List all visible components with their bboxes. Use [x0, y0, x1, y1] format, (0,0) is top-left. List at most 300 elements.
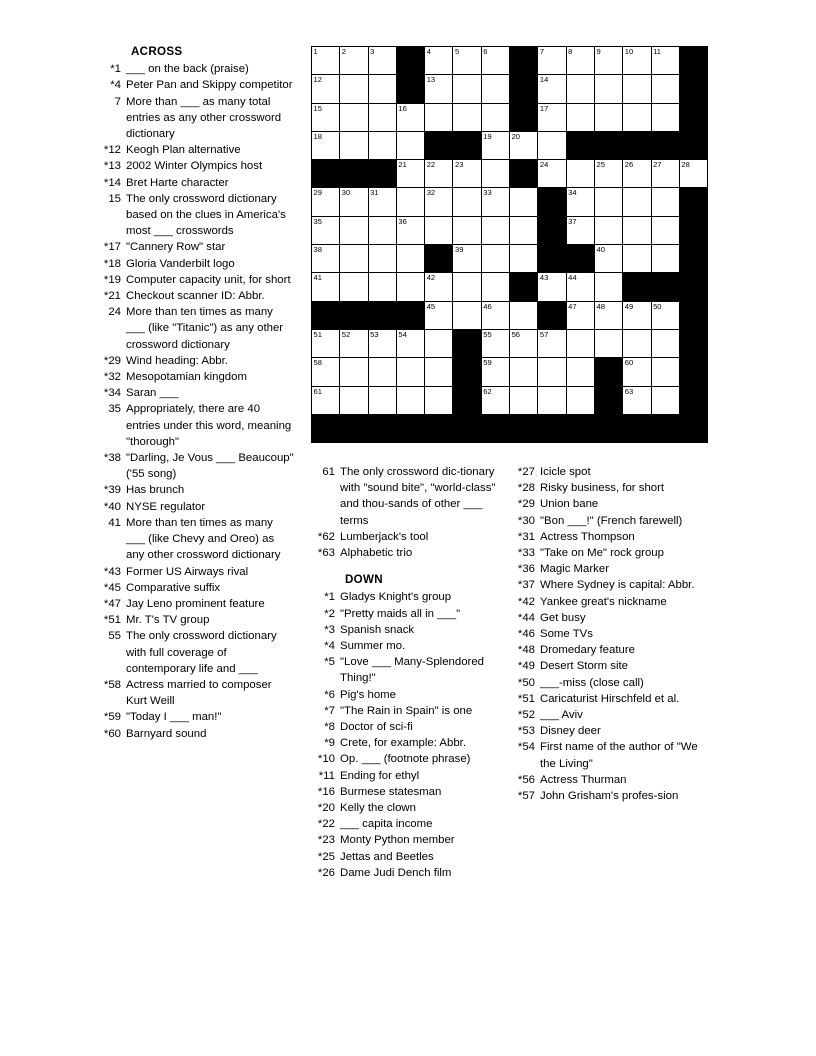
clue-text: More than ten times as many ___ (like "Titanic") as any other crossword dictionary — [126, 306, 284, 351]
grid-cell[interactable] — [594, 160, 622, 188]
clue-number: 61 — [322, 466, 335, 478]
clue-item — [96, 596, 294, 612]
clue-text: Computer capacity unit, for short — [126, 273, 291, 286]
grid-cell[interactable] — [312, 131, 340, 159]
grid-cell[interactable] — [425, 301, 453, 329]
grid-cell[interactable] — [538, 47, 566, 75]
grid-cell-number: 51 — [313, 329, 322, 339]
clue-item — [510, 529, 715, 545]
grid-cell[interactable] — [538, 103, 566, 131]
clue-item — [96, 450, 294, 482]
grid-cell[interactable] — [481, 75, 509, 103]
clue-text: Actress Thompson — [540, 530, 635, 543]
grid-cell[interactable] — [538, 358, 566, 386]
grid-cell[interactable] — [651, 75, 679, 103]
clue-text: "Darling, Je Vous ___ Beaucoup" ('55 song) — [126, 452, 294, 481]
grid-cell[interactable] — [453, 301, 481, 329]
clue-number: *38 — [103, 452, 121, 465]
grid-cell[interactable] — [510, 216, 538, 244]
clue-text: Checkout scanner ID: Abbr. — [126, 290, 265, 303]
grid-cell[interactable] — [623, 75, 651, 103]
clue-text: Mesopotamian kingdom — [126, 371, 247, 384]
across-clues-column-1 — [96, 44, 294, 742]
grid-block-cell — [594, 131, 622, 159]
grid-cell[interactable] — [340, 188, 368, 216]
clue-text: More than ___ as many total entries as any other crossword dictionary — [126, 95, 282, 141]
grid-cell[interactable] — [510, 131, 538, 159]
grid-cell[interactable] — [425, 47, 453, 75]
grid-cell[interactable] — [453, 47, 481, 75]
grid-cell[interactable] — [651, 160, 679, 188]
clue-item — [310, 816, 508, 832]
grid-cell[interactable] — [425, 216, 453, 244]
grid-cell[interactable] — [396, 386, 424, 414]
grid-block-cell — [425, 414, 453, 442]
clue-text: "The Rain in Spain" is one — [340, 704, 473, 717]
grid-cell-number: 38 — [313, 245, 322, 255]
grid-cell[interactable] — [312, 386, 340, 414]
grid-cell[interactable] — [538, 75, 566, 103]
clue-number: *56 — [517, 773, 535, 786]
grid-cell[interactable] — [510, 245, 538, 273]
grid-cell[interactable] — [312, 216, 340, 244]
column-spacer — [310, 561, 508, 572]
across-clue-list-1 — [96, 61, 294, 742]
grid-cell[interactable] — [396, 103, 424, 131]
clue-text: Kelly the clown — [340, 802, 416, 815]
clue-number: *3 — [324, 623, 335, 636]
grid-cell[interactable] — [594, 75, 622, 103]
across-heading: ACROSS — [131, 45, 183, 58]
grid-cell[interactable] — [566, 160, 594, 188]
clue-item — [510, 707, 715, 723]
clue-item — [96, 580, 294, 596]
grid-cell[interactable] — [425, 329, 453, 357]
grid-cell[interactable] — [566, 386, 594, 414]
grid-cell-number: 52 — [341, 329, 351, 339]
clue-text: First name of the author of "We the Living" — [540, 741, 698, 770]
grid-cell[interactable] — [340, 131, 368, 159]
grid-cell[interactable] — [566, 329, 594, 357]
grid-cell[interactable] — [623, 188, 651, 216]
grid-row — [312, 160, 708, 188]
grid-cell[interactable] — [340, 216, 368, 244]
grid-cell[interactable] — [340, 75, 368, 103]
grid-cell-number: 18 — [313, 131, 322, 141]
clue-text: "Love ___ Many-Splendored Thing!" — [340, 656, 484, 685]
grid-cell[interactable] — [368, 188, 396, 216]
grid-cell[interactable] — [453, 103, 481, 131]
clue-number: *22 — [317, 818, 335, 831]
grid-row — [312, 329, 708, 357]
grid-cell[interactable] — [425, 160, 453, 188]
grid-block-cell — [679, 103, 707, 131]
clue-item — [96, 158, 294, 174]
grid-cell[interactable] — [594, 103, 622, 131]
clue-text: Crete, for example: Abbr. — [340, 737, 466, 750]
grid-cell[interactable] — [594, 301, 622, 329]
grid-cell[interactable] — [368, 47, 396, 75]
grid-row — [312, 103, 708, 131]
grid-cell[interactable] — [396, 131, 424, 159]
clue-item — [310, 687, 508, 703]
grid-cell[interactable] — [396, 329, 424, 357]
clue-item — [510, 691, 715, 707]
grid-cell-number: 15 — [313, 103, 322, 113]
clue-number: *57 — [517, 790, 535, 803]
grid-cell[interactable] — [425, 386, 453, 414]
grid-cell[interactable] — [651, 216, 679, 244]
grid-cell[interactable] — [481, 386, 509, 414]
clue-number: *1 — [324, 591, 335, 604]
clue-number: *60 — [103, 727, 121, 740]
grid-cell[interactable] — [368, 75, 396, 103]
grid-cell[interactable] — [340, 245, 368, 273]
grid-cell[interactable] — [453, 273, 481, 301]
grid-cell[interactable] — [425, 358, 453, 386]
grid-cell[interactable] — [368, 245, 396, 273]
grid-row — [312, 358, 708, 386]
clue-number: *2 — [324, 607, 335, 620]
grid-cell[interactable] — [481, 188, 509, 216]
clue-number: 55 — [108, 630, 121, 643]
grid-cell[interactable] — [623, 245, 651, 273]
clue-number: *23 — [317, 834, 335, 847]
grid-block-cell — [566, 131, 594, 159]
grid-cell[interactable] — [396, 160, 424, 188]
grid-cell[interactable] — [651, 358, 679, 386]
clue-item — [310, 589, 508, 605]
grid-cell[interactable] — [481, 329, 509, 357]
grid-cell[interactable] — [481, 216, 509, 244]
grid-cell[interactable] — [453, 160, 481, 188]
grid-cell[interactable] — [566, 103, 594, 131]
grid-cell[interactable] — [481, 358, 509, 386]
grid-cell[interactable] — [425, 103, 453, 131]
grid-cell[interactable] — [481, 131, 509, 159]
clue-item — [96, 288, 294, 304]
grid-cell[interactable] — [538, 386, 566, 414]
clue-number: *20 — [317, 802, 335, 815]
grid-cell[interactable] — [368, 386, 396, 414]
clue-item — [510, 658, 715, 674]
grid-cell[interactable] — [312, 47, 340, 75]
grid-cell[interactable] — [312, 75, 340, 103]
grid-cell-number: 59 — [483, 358, 492, 368]
grid-cell[interactable] — [651, 301, 679, 329]
grid-cell-number: 28 — [681, 160, 690, 170]
grid-block-cell — [340, 160, 368, 188]
grid-cell[interactable] — [340, 273, 368, 301]
grid-cell[interactable] — [368, 216, 396, 244]
grid-cell[interactable] — [340, 386, 368, 414]
clue-text: Lumberjack's tool — [340, 530, 429, 543]
grid-cell[interactable] — [651, 103, 679, 131]
grid-cell[interactable] — [623, 160, 651, 188]
clue-item — [310, 529, 508, 545]
grid-cell-number: 36 — [398, 216, 407, 226]
grid-cell[interactable] — [566, 273, 594, 301]
grid-cell-number: 39 — [454, 245, 464, 255]
grid-block-cell — [679, 75, 707, 103]
grid-cell[interactable] — [368, 329, 396, 357]
clue-item — [510, 610, 715, 626]
grid-row — [312, 386, 708, 414]
grid-cell[interactable] — [679, 160, 707, 188]
grid-cell[interactable] — [453, 216, 481, 244]
clue-text: Burmese statesman — [340, 785, 442, 798]
grid-block-cell — [594, 386, 622, 414]
clue-number: *32 — [103, 371, 121, 384]
clue-text: Actress married to composer Kurt Weill — [126, 678, 272, 708]
grid-cell-number: 17 — [539, 103, 549, 113]
grid-cell[interactable] — [453, 245, 481, 273]
grid-cell[interactable] — [651, 188, 679, 216]
grid-cell-number: 3 — [370, 47, 375, 56]
clue-text: Magic Marker — [540, 563, 609, 576]
grid-cell[interactable] — [510, 301, 538, 329]
clue-number: *51 — [103, 614, 121, 627]
grid-cell[interactable] — [481, 273, 509, 301]
grid-cell[interactable] — [651, 329, 679, 357]
grid-block-cell — [679, 216, 707, 244]
clue-text: ___ Aviv — [540, 709, 583, 722]
grid-cell[interactable] — [340, 329, 368, 357]
grid-block-cell — [312, 414, 340, 442]
grid-cell[interactable] — [623, 103, 651, 131]
clue-item — [96, 726, 294, 742]
clue-item — [310, 751, 508, 767]
grid-cell[interactable] — [510, 358, 538, 386]
clue-item — [310, 768, 508, 784]
clue-text: Dame Judi Dench film — [340, 866, 452, 879]
grid-cell[interactable] — [340, 103, 368, 131]
clue-number: *36 — [517, 563, 535, 576]
grid-row — [312, 131, 708, 159]
clue-text: Pig's home — [340, 688, 396, 701]
clue-number: *29 — [517, 498, 535, 511]
clue-item — [310, 638, 508, 654]
grid-block-cell — [538, 414, 566, 442]
clue-number: *7 — [324, 704, 335, 717]
grid-cell[interactable] — [396, 358, 424, 386]
clue-item — [96, 564, 294, 580]
clue-number: *16 — [317, 785, 335, 798]
clue-item — [310, 622, 508, 638]
clue-text: Monty Python member — [340, 834, 455, 847]
grid-block-cell — [368, 301, 396, 329]
grid-block-cell — [623, 131, 651, 159]
clue-text: Caricaturist Hirschfeld et al. — [540, 692, 680, 705]
grid-cell[interactable] — [312, 358, 340, 386]
grid-cell[interactable] — [368, 131, 396, 159]
grid-cell[interactable] — [481, 245, 509, 273]
grid-cell[interactable] — [312, 245, 340, 273]
clue-text: Some TVs — [540, 628, 593, 641]
clue-text: The only crossword dictionary based on the clues in America's most ___ crosswords — [126, 192, 286, 238]
clue-text: Barnyard sound — [126, 727, 207, 740]
grid-cell-number: 56 — [511, 329, 521, 339]
grid-cell[interactable] — [312, 273, 340, 301]
grid-cell[interactable] — [594, 216, 622, 244]
grid-block-cell — [425, 131, 453, 159]
grid-block-cell — [538, 216, 566, 244]
down-clue-list-2 — [510, 464, 715, 804]
grid-cell[interactable] — [396, 216, 424, 244]
grid-cell[interactable] — [340, 47, 368, 75]
grid-cell[interactable] — [594, 273, 622, 301]
clue-number: *58 — [103, 678, 121, 691]
grid-cell[interactable] — [623, 47, 651, 75]
clue-number: *17 — [103, 241, 121, 254]
clue-number: *29 — [103, 354, 121, 367]
clue-number: *6 — [324, 688, 335, 701]
grid-block-cell — [623, 414, 651, 442]
grid-cell-number: 16 — [398, 103, 407, 113]
grid-cell[interactable] — [594, 47, 622, 75]
grid-cell-number: 43 — [539, 273, 549, 283]
grid-cell[interactable] — [510, 188, 538, 216]
grid-cell[interactable] — [594, 188, 622, 216]
clue-item — [96, 239, 294, 255]
clue-text: "Cannery Row" star — [126, 241, 226, 254]
crossword-grid[interactable] — [311, 46, 708, 443]
grid-cell[interactable] — [425, 273, 453, 301]
grid-cell[interactable] — [312, 329, 340, 357]
grid-cell[interactable] — [538, 131, 566, 159]
clue-text: Summer mo. — [340, 640, 406, 653]
grid-block-cell — [425, 245, 453, 273]
clue-text: "Pretty maids all in ___" — [340, 607, 461, 620]
clue-number: *28 — [517, 482, 535, 495]
grid-cell[interactable] — [368, 273, 396, 301]
grid-cell[interactable] — [651, 386, 679, 414]
grid-block-cell — [679, 414, 707, 442]
clue-item — [310, 654, 508, 686]
grid-cell-number: 62 — [483, 386, 492, 396]
grid-cell[interactable] — [623, 301, 651, 329]
grid-cell[interactable] — [538, 273, 566, 301]
grid-cell[interactable] — [538, 160, 566, 188]
clue-number: *54 — [517, 741, 535, 754]
grid-block-cell — [510, 47, 538, 75]
grid-cell-number: 50 — [653, 301, 662, 311]
clues-column-2 — [310, 464, 508, 881]
grid-cell[interactable] — [594, 329, 622, 357]
grid-cell[interactable] — [481, 301, 509, 329]
grid-cell[interactable] — [566, 301, 594, 329]
clue-item — [510, 577, 715, 593]
clue-item — [510, 513, 715, 529]
grid-row — [312, 47, 708, 75]
grid-block-cell — [594, 358, 622, 386]
grid-cell[interactable] — [481, 160, 509, 188]
grid-block-cell — [510, 75, 538, 103]
grid-cell[interactable] — [566, 75, 594, 103]
grid-cell[interactable] — [368, 358, 396, 386]
grid-block-cell — [510, 160, 538, 188]
grid-block-cell — [453, 414, 481, 442]
clue-text: Get busy — [540, 611, 586, 624]
grid-cell[interactable] — [651, 47, 679, 75]
grid-cell[interactable] — [651, 245, 679, 273]
grid-cell[interactable] — [566, 216, 594, 244]
grid-cell-number: 2 — [341, 47, 347, 56]
grid-block-cell — [453, 329, 481, 357]
clue-number: *42 — [517, 595, 535, 608]
clue-text: Yankee great's nickname — [540, 595, 667, 608]
grid-cell[interactable] — [368, 103, 396, 131]
grid-cell[interactable] — [312, 188, 340, 216]
clue-number: *21 — [103, 290, 121, 303]
grid-cell[interactable] — [538, 329, 566, 357]
grid-cell[interactable] — [566, 47, 594, 75]
grid-cell[interactable] — [623, 329, 651, 357]
grid-cell[interactable] — [453, 75, 481, 103]
clue-text: More than ten times as many ___ (like Chevy and Oreo) as any other crossword dictionary — [126, 516, 281, 562]
grid-block-cell — [651, 414, 679, 442]
grid-cell[interactable] — [623, 358, 651, 386]
grid-cell-number: 30 — [341, 188, 351, 198]
clue-text: Mr. T's TV group — [126, 614, 210, 627]
clue-number: *5 — [324, 656, 335, 669]
clue-item — [96, 94, 294, 143]
clue-number: *27 — [517, 466, 535, 478]
grid-cell-number: 57 — [539, 329, 549, 339]
grid-row — [312, 301, 708, 329]
grid-cell[interactable] — [312, 103, 340, 131]
grid-cell[interactable] — [425, 188, 453, 216]
clue-number: *9 — [324, 737, 335, 750]
grid-cell-number: 8 — [568, 47, 573, 56]
clue-number: *26 — [317, 866, 335, 879]
clue-number: *11 — [318, 769, 335, 782]
grid-cell[interactable] — [481, 103, 509, 131]
clue-text: Former US Airways rival — [126, 565, 249, 578]
clue-text: ___-miss (close call) — [540, 676, 644, 689]
grid-row — [312, 273, 708, 301]
clue-text: Wind heading: Abbr. — [126, 354, 228, 367]
grid-block-cell — [566, 414, 594, 442]
grid-cell[interactable] — [510, 329, 538, 357]
grid-cell[interactable] — [396, 273, 424, 301]
grid-cell[interactable] — [623, 386, 651, 414]
grid-cell[interactable] — [623, 216, 651, 244]
clue-text: Actress Thurman — [540, 773, 627, 786]
clue-text: "Take on Me" rock group — [540, 547, 664, 560]
grid-cell[interactable] — [566, 188, 594, 216]
crossword-grid-table[interactable] — [311, 46, 708, 443]
clue-number: *33 — [517, 547, 535, 560]
grid-cell[interactable] — [594, 245, 622, 273]
grid-cell[interactable] — [340, 358, 368, 386]
clue-item — [510, 675, 715, 691]
clue-text: Appropriately, there are 40 entries under this word, meaning "thorough" — [126, 403, 292, 448]
grid-cell[interactable] — [425, 75, 453, 103]
grid-cell[interactable] — [396, 188, 424, 216]
grid-block-cell — [623, 273, 651, 301]
clue-number: *63 — [317, 547, 335, 560]
grid-cell[interactable] — [510, 386, 538, 414]
grid-cell[interactable] — [481, 47, 509, 75]
grid-cell[interactable] — [396, 245, 424, 273]
clue-item — [510, 561, 715, 577]
grid-cell[interactable] — [566, 358, 594, 386]
clue-text: Comparative suffix — [126, 581, 221, 594]
grid-block-cell — [679, 301, 707, 329]
grid-cell[interactable] — [453, 188, 481, 216]
grid-row — [312, 414, 708, 442]
